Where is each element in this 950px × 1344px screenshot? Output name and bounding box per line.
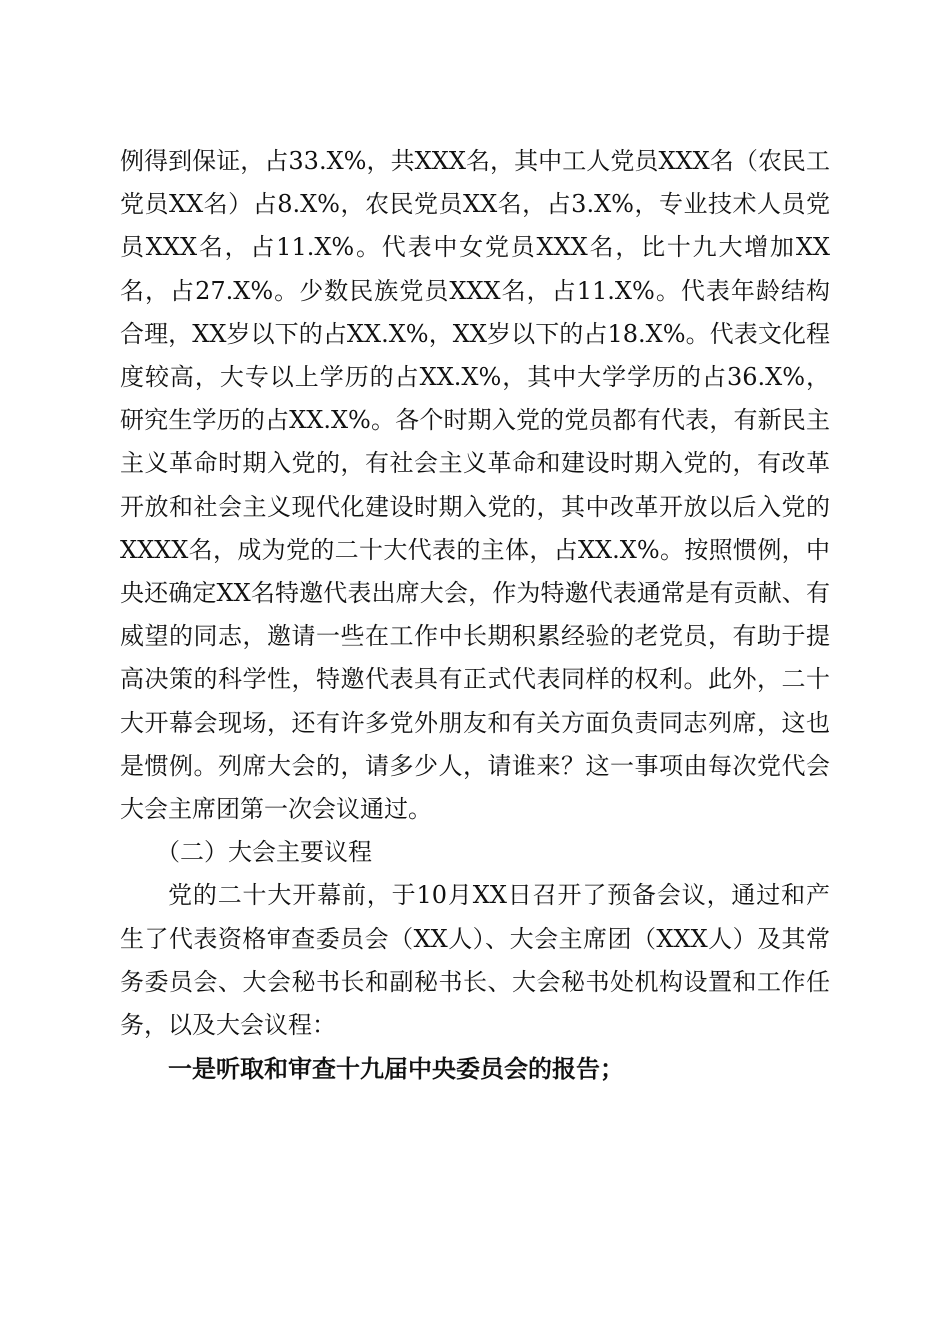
body-paragraph-statistics: 例得到保证，占33.X%，共XXX名，其中工人党员XXX名（农民工党员XX名）占8.X%，农民党员XX名，占3.X%，专业技术人员党员XXX名，占11.X%。代表中女党员XXX名，比十九大增加XX名，占27.X%。少数民族党员XXX名，占11.X%。代表年龄结构合理，XX岁以下的占XX.X%，XX岁以下的占18.X%。代表文化程度较高，大专以上学历的占XX.X%，其中大学学历的占36.X%，研究生学历的占XX.X%。各个时期入党的党员都有代表，有新民主主义革命时期入党的，有社会主义革命和建设时期入党的，有改革开放和社会主义现代化建设时期入党的，其中改革开放以后入党的XXXX名，成为党的二十大代表的主体，占XX.X%。按照惯例，中央还确定XX名特邀代表出席大会，作为特邀代表通常是有贡献、有威望的同志，邀请一些在工作中长期积累经验的老党员，有助于提高决策的科学性，特邀代表具有正式代表同样的权利。此外，二十大开幕会现场，还有许多党外朋友和有关方面负责同志列席，这也是惯例。列席大会的，请多少人，请谁来？这一事项由每次党代会大会主席团第一次会议通过。 <box>120 147 830 824</box>
section-heading: （二）大会主要议程 <box>156 838 372 867</box>
agenda-item-1: 一是听取和审查十九届中央委员会的报告； <box>168 1054 624 1084</box>
body-paragraph-agenda: 党的二十大开幕前，于10月XX日召开了预备会议，通过和产生了代表资格审查委员会（XX人）、大会主席团（XXX人）及其常务委员会、大会秘书长和副秘书长、大会秘书处机构设置和工作任务，以及大会议程： <box>120 881 830 1040</box>
document-page <box>120 140 830 1090</box>
